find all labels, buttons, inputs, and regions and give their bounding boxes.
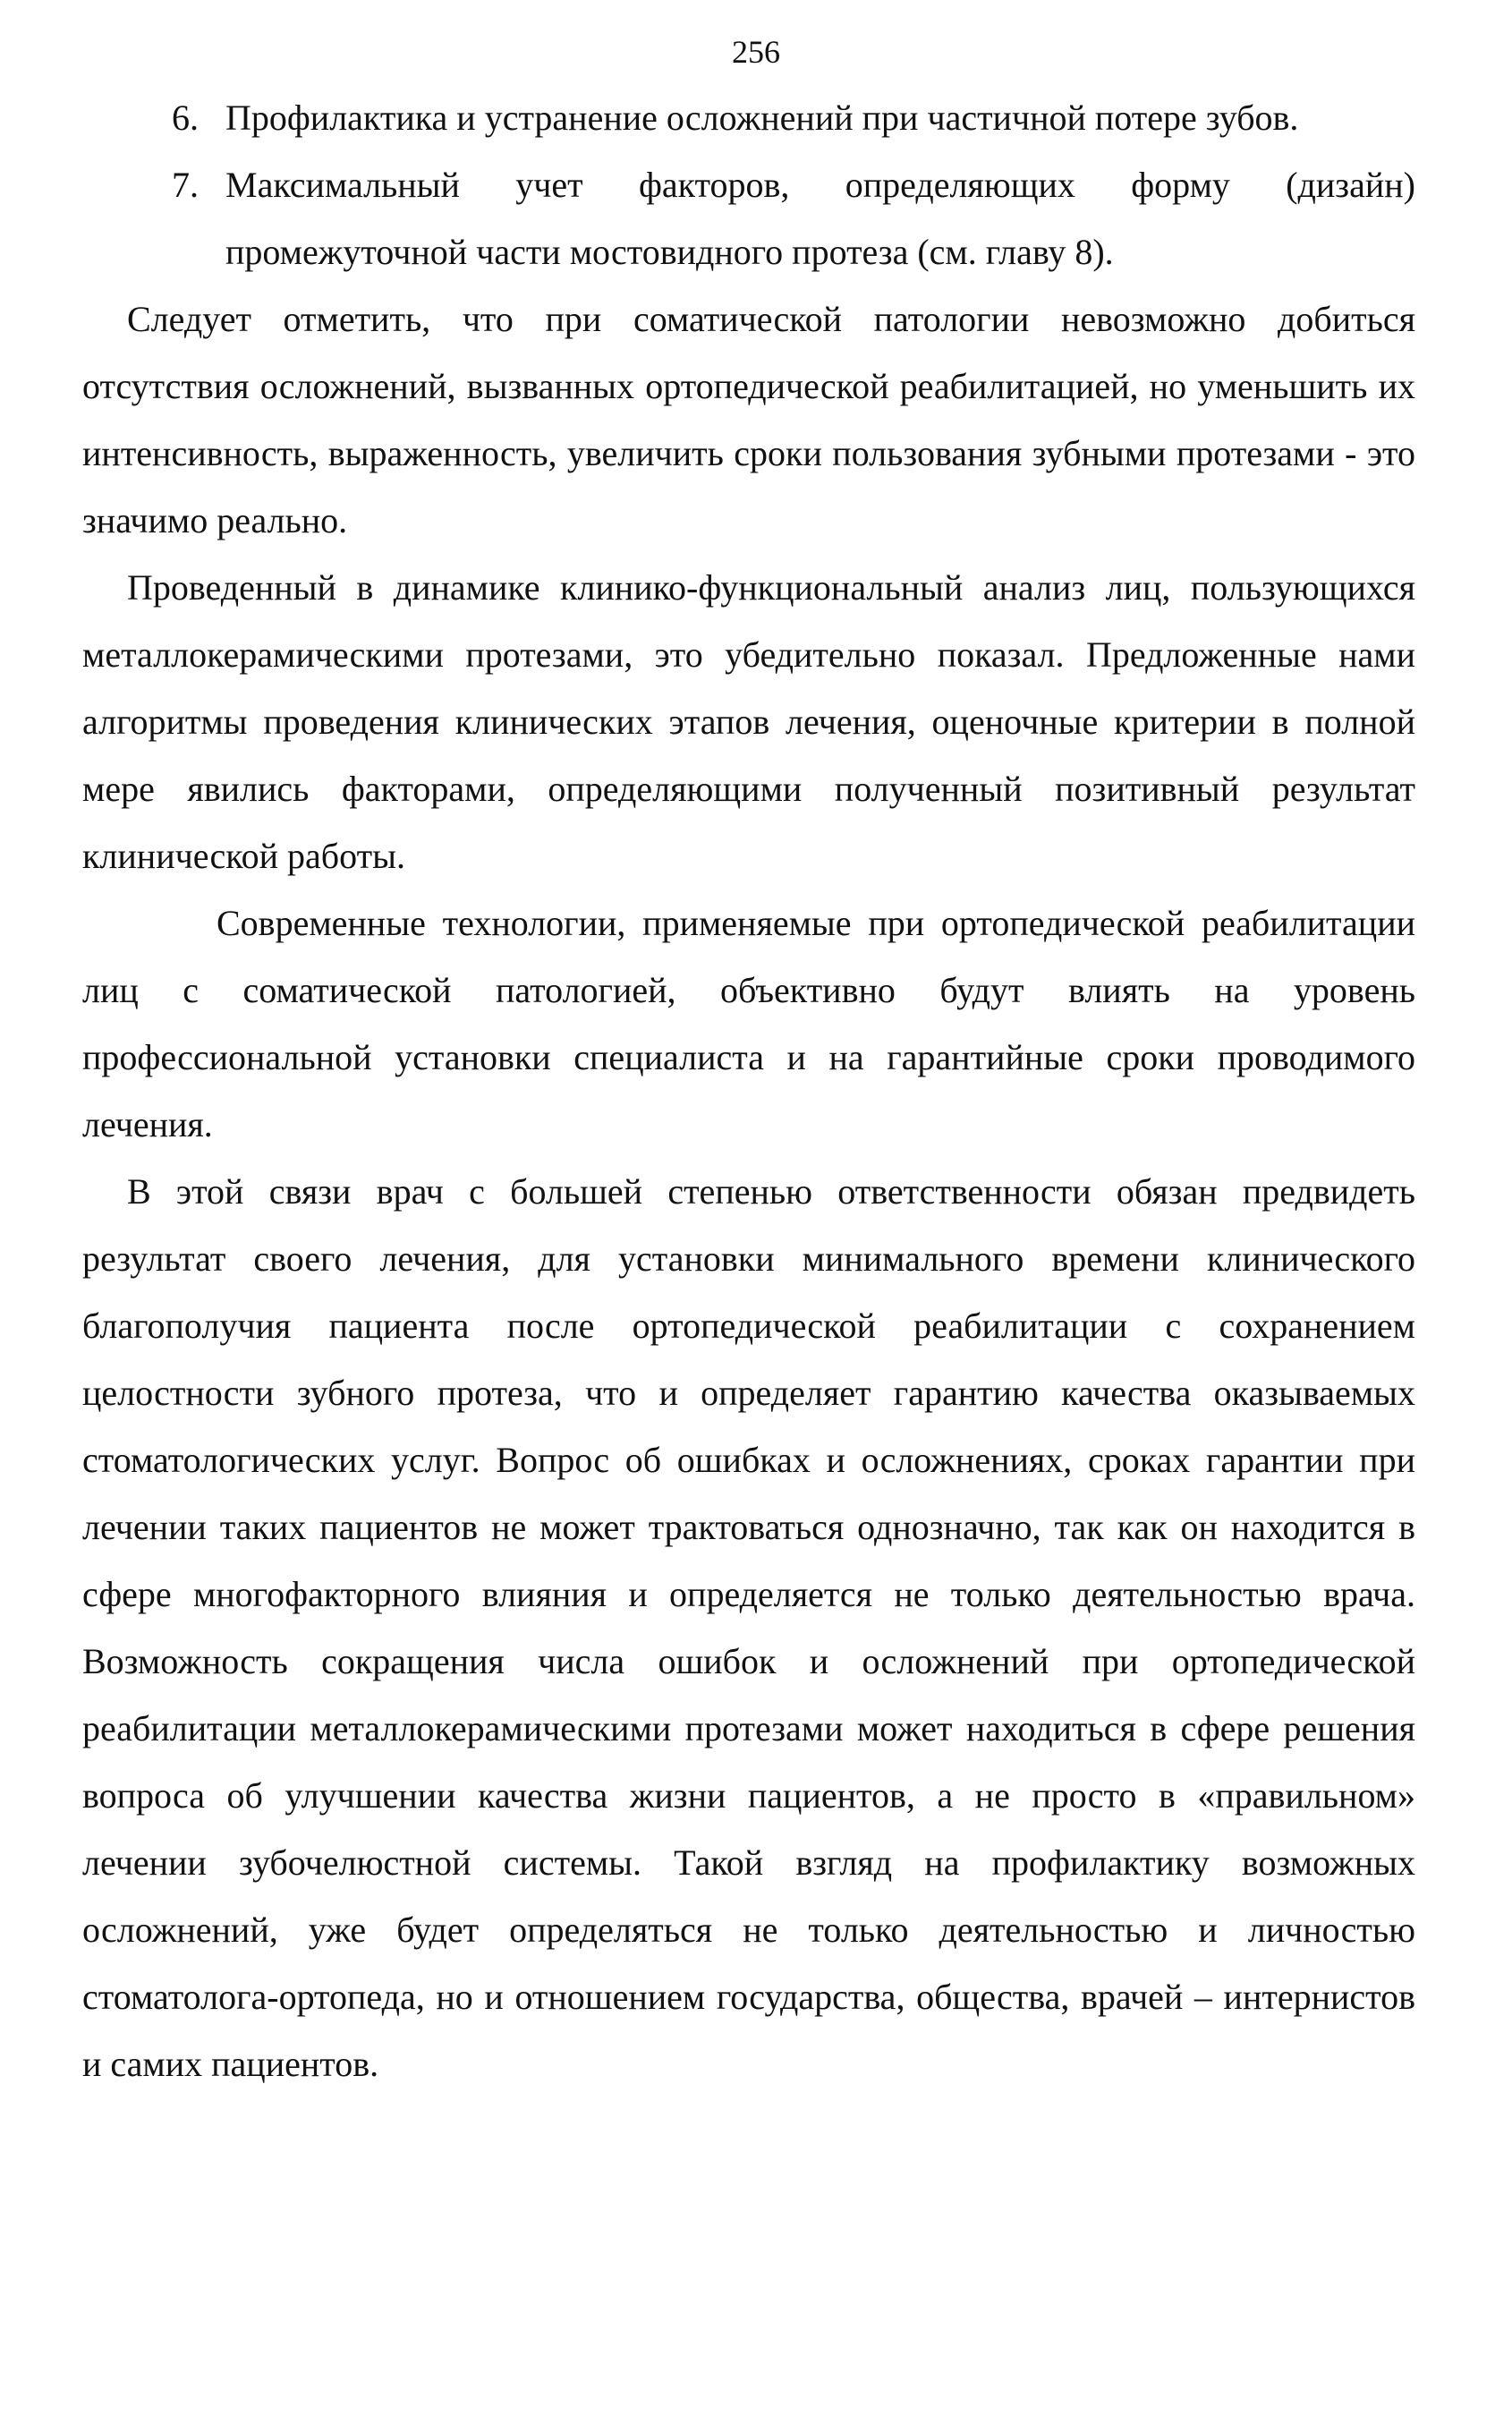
- list-item: [82, 151, 1415, 285]
- list-item: [82, 84, 1415, 151]
- list-item-number: 7.: [172, 165, 199, 205]
- paragraph: Проведенный в динамике клинико-функциональный анализ лиц, пользующихся металлокерамическими протезами, это убедительно показал. Предложенные нами алгоритмы проведения клинических этапов лечения, оценочные критерии в полной мере явились факторами, определяющими полученный позитивный результат клинической работы.: [82, 567, 1415, 876]
- page-number: 256: [732, 34, 780, 70]
- numbered-list: [82, 84, 1415, 285]
- paragraph: В этой связи врач с большей степенью ответственности обязан предвидеть результат своего лечения, для установки минимального времени клинического благополучия пациента после ортопедической реабилитации с сохранением целостности зубного протеза, что и определяет гарантию качества оказываемых стоматологических услуг. Вопрос об ошибках и осложнениях, сроках гарантии при лечении таких пациентов не может трактоваться однозначно, так как он находится в сфере многофакторного влияния и определяется не только деятельностью врача. Возможность сокращения числа ошибок и осложнений при ортопедической реабилитации металлокерамическими протезами может находиться в сфере решения вопроса об улучшении качества жизни пациентов, а не просто в «правильном» лечении зубочелюстной системы. Такой взгляд на профилактику возможных осложнений, уже будет определяться не только деятельностью и личностью стоматолога-ортопеда, но и отношением государства, общества, врачей – интернистов и самих пациентов.: [82, 1171, 1415, 2084]
- page-body: [82, 84, 1415, 2097]
- paragraph: Современные технологии, применяемые при ортопедической реабилитации лиц с соматической патологией, объективно будут влиять на уровень профессиональной установки специалиста и на гарантийные сроки проводимого лечения.: [82, 903, 1415, 1144]
- list-item-text: Максимальный учет факторов, определяющих форму (дизайн) промежуточной части мостовидного протеза (см. главу 8).: [225, 165, 1415, 272]
- paragraph: Следует отметить, что при соматической патологии невозможно добиться отсутствия осложнений, вызванных ортопедической реабилитацией, но уменьшить их интенсивность, выраженность, увеличить сроки пользования зубными протезами - это значимо реально.: [82, 299, 1415, 540]
- list-item-number: 6.: [172, 98, 199, 138]
- list-item-text: Профилактика и устранение осложнений при частичной потере зубов.: [225, 98, 1299, 138]
